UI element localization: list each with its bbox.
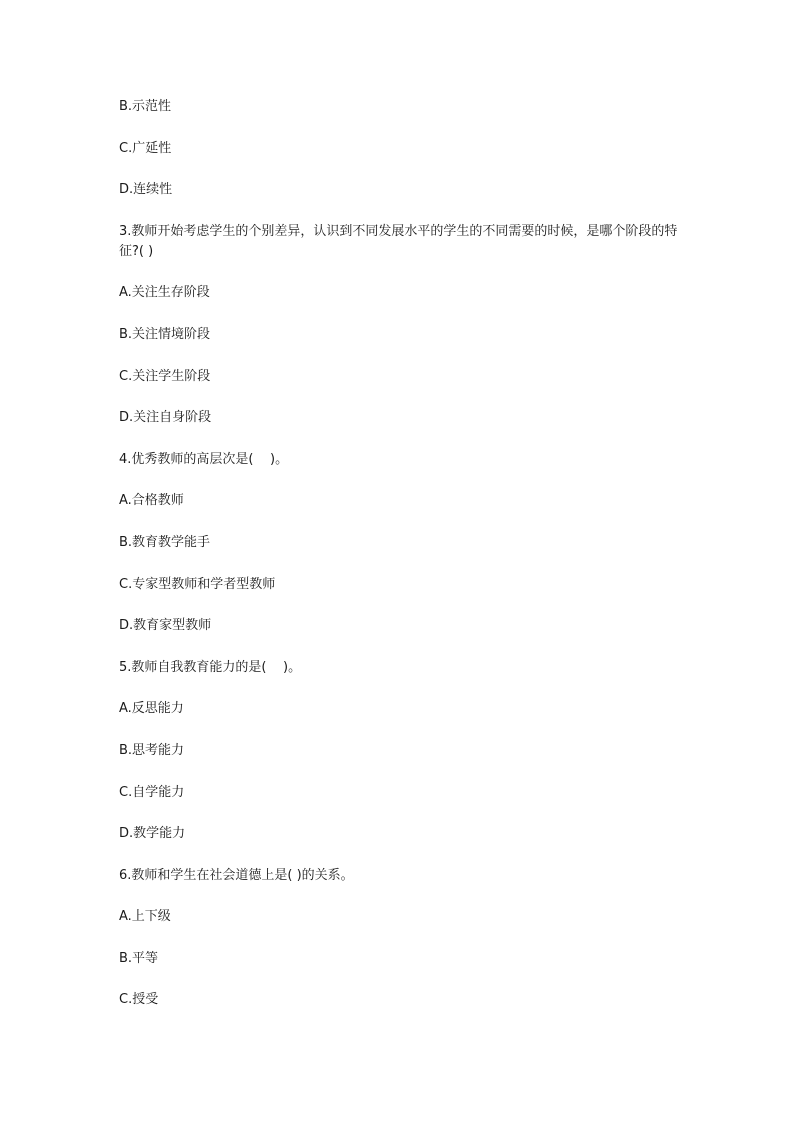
option-a-q6: A.上下级 bbox=[119, 909, 171, 925]
option-d-q2: D.连续性 bbox=[119, 182, 173, 198]
option-c-q6: C.授受 bbox=[119, 992, 159, 1008]
option-c-q3: C.关注学生阶段 bbox=[119, 368, 211, 384]
option-a-q3: A.关注生存阶段 bbox=[119, 285, 210, 301]
question-4: 4.优秀教师的高层次是( )。 bbox=[119, 451, 289, 467]
option-c-q2: C.广延性 bbox=[119, 140, 172, 156]
option-b-q6: B.平等 bbox=[119, 950, 159, 966]
option-b-q3: B.关注情境阶段 bbox=[119, 326, 211, 342]
document-page bbox=[119, 97, 679, 1010]
option-b-q2: B.示范性 bbox=[119, 99, 172, 114]
option-d-q5: D.教学能力 bbox=[119, 826, 186, 842]
question-3: 3.教师开始考虑学生的个别差异，认识到不同发展水平的学生的不同需要的时候，是哪个阶段的特征?( ) bbox=[119, 223, 678, 259]
question-6: 6.教师和学生在社会道德上是( )的关系。 bbox=[119, 867, 354, 883]
option-d-q4: D.教育家型教师 bbox=[119, 618, 212, 634]
option-c-q4: C.专家型教师和学者型教师 bbox=[119, 576, 276, 592]
option-b-q5: B.思考能力 bbox=[119, 742, 185, 758]
option-c-q5: C.自学能力 bbox=[119, 784, 185, 800]
option-b-q4: B.教育教学能手 bbox=[119, 534, 211, 550]
option-d-q3: D.关注自身阶段 bbox=[119, 410, 212, 426]
option-a-q5: A.反思能力 bbox=[119, 701, 184, 717]
question-5: 5.教师自我教育能力的是( )。 bbox=[119, 659, 302, 675]
option-a-q4: A.合格教师 bbox=[119, 493, 184, 509]
